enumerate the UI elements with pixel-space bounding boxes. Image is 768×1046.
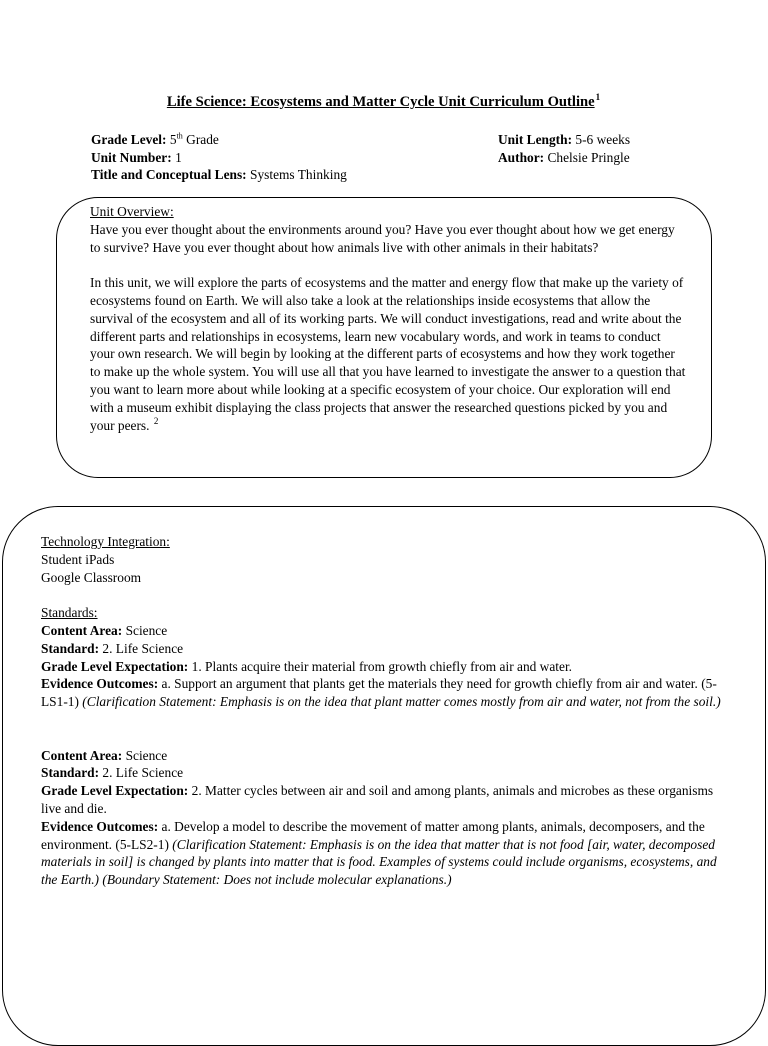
unit-info-right <box>498 131 630 166</box>
standards-content <box>41 533 731 889</box>
grade-level-line: Grade Level: 5th Grade <box>91 131 219 147</box>
unit-number-line: Unit Number: 1 <box>91 149 182 165</box>
standards-heading: Standards: <box>41 605 98 621</box>
author-line: Author: Chelsie Pringle <box>498 149 630 165</box>
title-text: Life Science: Ecosystems and Matter Cycle Unit Curriculum Outline <box>166 94 595 110</box>
unit-info-left <box>91 131 347 184</box>
technology-heading: Technology Integration: <box>41 534 170 549</box>
document-title: Life Science: Ecosystems and Matter Cycle Unit Curriculum Outline1 <box>166 92 601 110</box>
technology-item: Student iPads <box>41 551 115 567</box>
overview-paragraph-2: In this unit, we will explore the parts of ecosystems and the matter and energy flow that make up the variety of ecosystems found on Earth. We will also take a look at the relationships inside ecosystems that allow the survival of the ecosystem and all of its working parts. We will conduct investigations, read and write about the different parts and relationships in ecosystems, learn new vocabulary words, and work in teams to conduct your own research. We will begin by looking at the different parts of ecosystems and how they work together to make up the whole system. You will use all that you have learned to investigate the answer to a question that you want to learn more about while looking at a specific ecosystem of your choice. Our exploration will end with a museum exhibit displaying the class projects that answer the researched questions picked by you and your peers. 2 <box>90 275 686 433</box>
standard-entry-2: Content Area: Science Standard: 2. Life Science Grade Level Expectation: 2. Matter cycles between air and soil and among plants, animals and microbes as these organisms live and die. Evidence Outcomes: a. Develop a model to describe the movement of matter among plants, animals, decomposers, and the environment. (5-LS2-1) (Clarification Statement: Emphasis is on the idea that matter that is not food [air, water, decomposed materials in soil] is changed by plants into matter that is food. Examples of systems could include organisms, ecosystems, and the Earth.) (Boundary Statement: Does not include molecular explanations.) <box>41 747 717 888</box>
standard-entry-1: Content Area: Science Standard: 2. Life Science Grade Level Expectation: 1. Plants acquire their material from growth chiefly from air and water. Evidence Outcomes: a. Support an argument that plants get the materials they need for growth chiefly from air and water. (5-LS1-1) (Clarification Statement: Emphasis is on the idea that plant matter comes mostly from air and water, not from the soil.) <box>41 622 721 710</box>
overview-content <box>90 203 686 434</box>
title-lens-line: Title and Conceptual Lens: Systems Thinking <box>91 167 347 183</box>
overview-heading: Unit Overview: <box>90 204 174 219</box>
overview-paragraph-1: Have you ever thought about the environments around you? Have you ever thought about how we get energy to survive? Have you ever thought about how animals live with other animals in their habitats? <box>90 221 675 255</box>
technology-item: Google Classroom <box>41 569 142 585</box>
unit-length-line: Unit Length: 5-6 weeks <box>498 132 631 147</box>
